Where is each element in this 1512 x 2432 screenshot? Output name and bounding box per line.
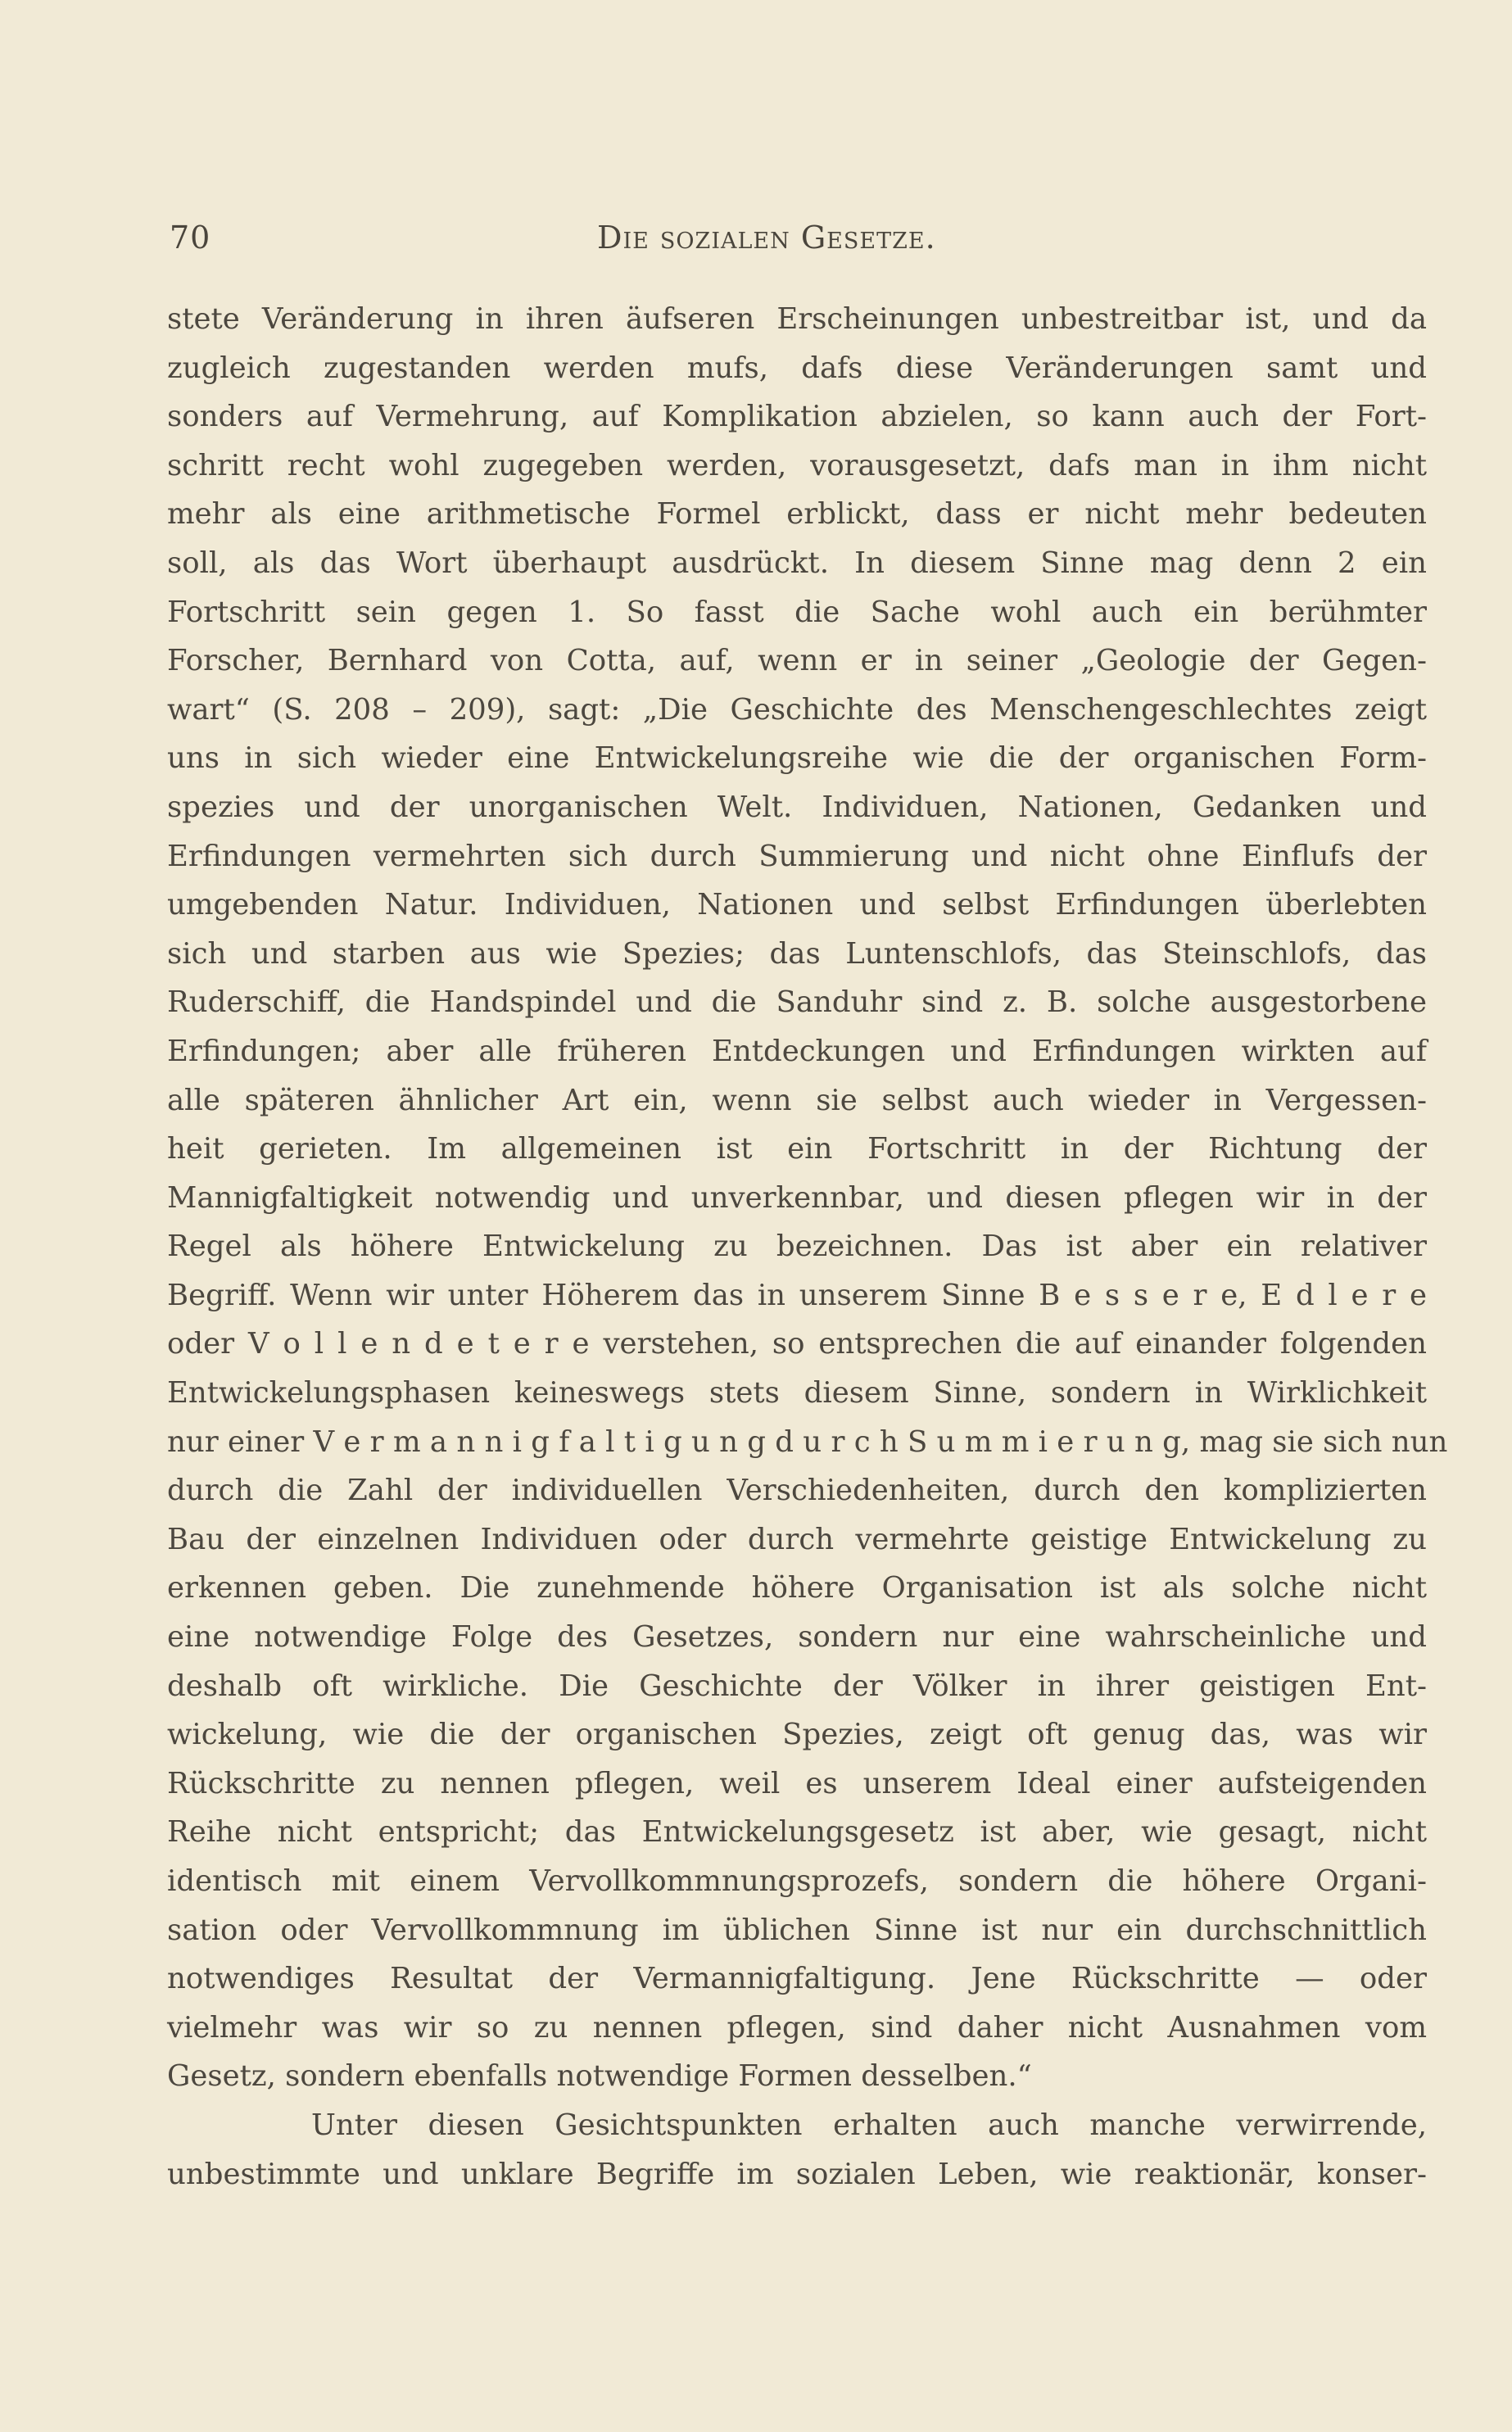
text-line: Regel als höhere Entwickelung zu bezeichnen. Das ist aber ein relativer (167, 1230, 1427, 1264)
text-line: alle späteren ähnlicher Art ein, wenn sie selbst auch wieder in Vergessen- (167, 1083, 1427, 1117)
text-line: Fortschritt sein gegen 1. So fasst die Sache wohl auch ein berühmter (167, 595, 1427, 629)
text-line: Entwickelungsphasen keineswegs stets diesem Sinne, sondern in Wirklichkeit (167, 1376, 1427, 1411)
text-line: Rückschritte zu nennen pflegen, weil es unserem Ideal einer aufsteigenden (167, 1766, 1427, 1800)
text-line: Reihe nicht entspricht; das Entwickelungsgesetz ist aber, wie gesagt, nicht (167, 1815, 1427, 1850)
text-line: eine notwendige Folge des Gesetzes, sondern nur eine wahrscheinliche und (167, 1620, 1427, 1655)
text-line: soll, als das Wort überhaupt ausdrückt. In diesem Sinne mag denn 2 ein (167, 546, 1427, 580)
page-number: 70 (170, 220, 211, 256)
text-line: Bau der einzelnen Individuen oder durch vermehrte geistige Entwickelung zu (167, 1522, 1427, 1556)
text-line: wart“ (S. 208 – 209), sagt: „Die Geschichte des Menschengeschlechtes zeigt (167, 692, 1427, 727)
text-line: stete Veränderung in ihren äufseren Erscheinungen unbestreitbar ist, und da (167, 302, 1427, 336)
text-line: Forscher, Bernhard von Cotta, auf, wenn er in seiner „Geologie der Gegen- (167, 644, 1427, 678)
paragraph-start-line: Unter diesen Gesichtspunkten erhalten auch manche verwirrende, (311, 2108, 1427, 2142)
text-line: Ruderschiff, die Handspindel und die Sanduhr sind z. B. solche ausgestorbene (167, 985, 1427, 1020)
text-line: Erfindungen vermehrten sich durch Summierung und nicht ohne Einflufs der (167, 839, 1427, 873)
text-line: notwendiges Resultat der Vermannigfaltigung. Jene Rückschritte — oder (167, 1962, 1427, 1996)
text-line: identisch mit einem Vervollkommnungsprozefs, sondern die höhere Organi- (167, 1864, 1427, 1898)
text-line: durch die Zahl der individuellen Verschiedenheiten, durch den komplizierten (167, 1474, 1427, 1508)
header-title: Die sozialen Gesetze. (597, 220, 936, 256)
text-line: mehr als eine arithmetische Formel erblickt, dass er nicht mehr bedeuten (167, 497, 1427, 532)
text-line: sich und starben aus wie Spezies; das Luntenschlofs, das Steinschlofs, das (167, 936, 1427, 971)
text-line: Erfindungen; aber alle früheren Entdeckungen und Erfindungen wirkten auf (167, 1034, 1427, 1068)
text-line: heit gerieten. Im allgemeinen ist ein Fortschritt in der Richtung der (167, 1132, 1427, 1166)
text-line: umgebenden Natur. Individuen, Nationen und selbst Erfindungen überlebten (167, 888, 1427, 922)
text-line: oder V o l l e n d e t e r e verstehen, so entsprechen die auf einander folgenden (167, 1327, 1427, 1361)
text-line: uns in sich wieder eine Entwickelungsreihe wie die der organischen Form- (167, 741, 1427, 776)
text-line: Begriff. Wenn wir unter Höherem das in unserem Sinne B e s s e r e, E d l e r e (167, 1278, 1427, 1312)
text-line: Mannigfaltigkeit notwendig und unverkennbar, und diesen pflegen wir in der (167, 1180, 1427, 1215)
running-head (170, 220, 1423, 259)
text-line: zugleich zugestanden werden mufs, dafs diese Veränderungen samt und (167, 351, 1427, 385)
text-line: deshalb oft wirkliche. Die Geschichte der Völker in ihrer geistigen Ent- (167, 1669, 1427, 1703)
text-line: Gesetz, sondern ebenfalls notwendige Formen desselben.“ (167, 2059, 1032, 2094)
text-line: wickelung, wie die der organischen Spezies, zeigt oft genug das, was wir (167, 1718, 1427, 1752)
text-line: spezies und der unorganischen Welt. Individuen, Nationen, Gedanken und (167, 790, 1427, 824)
text-line: schritt recht wohl zugegeben werden, vorausgesetzt, dafs man in ihm nicht (167, 448, 1427, 482)
text-line: erkennen geben. Die zunehmende höhere Organisation ist als solche nicht (167, 1571, 1427, 1605)
body-text (167, 295, 1448, 2199)
text-line: sation oder Vervollkommnung im üblichen Sinne ist nur ein durchschnittlich (167, 1913, 1427, 1947)
text-line: sonders auf Vermehrung, auf Komplikation abzielen, so kann auch der Fort- (167, 400, 1427, 434)
text-line: unbestimmte und unklare Begriffe im sozialen Leben, wie reaktionär, konser- (167, 2157, 1427, 2191)
text-line: vielmehr was wir so zu nennen pflegen, sind daher nicht Ausnahmen vom (167, 2010, 1427, 2045)
text-line: nur einer V e r m a n n i g f a l t i g u n g d u r c h S u m m i e r u n g, mag sie sich nun (167, 1424, 1448, 1459)
